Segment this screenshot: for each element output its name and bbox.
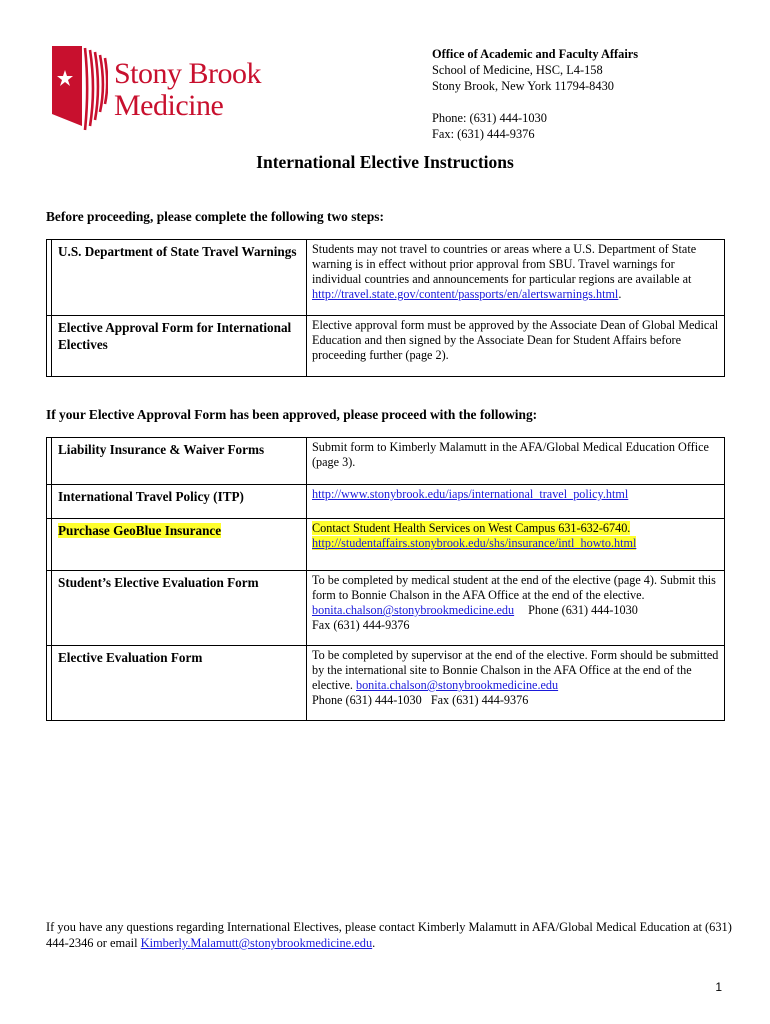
travel-warnings-link[interactable]: http://travel.state.gov/content/passports/en/alertswarnings.html — [312, 287, 619, 301]
shield-logo-icon — [52, 46, 108, 138]
row-label: Student’s Elective Evaluation Form — [52, 571, 307, 646]
logo-line-1: Stony Brook — [114, 57, 262, 90]
row-description — [307, 485, 725, 519]
row-label: Purchase GeoBlue Insurance — [52, 519, 307, 571]
logo-wordmark — [114, 58, 261, 122]
section-1-heading: Before proceeding, please complete the following two steps: — [46, 209, 384, 224]
office-address-block — [432, 46, 638, 142]
row-label: U.S. Department of State Travel Warnings — [52, 240, 307, 316]
row-description: Students may not travel to countries or areas where a U.S. Department of State warning is in effect without prior approval from SBU. Travel warnings for individual countries and announcements for particular regions are available at http://travel.state.gov/content/passports/en/alertswarnings.html. — [307, 240, 725, 316]
table-row — [47, 240, 725, 316]
section-2-heading: If your Elective Approval Form has been approved, please proceed with the following: — [46, 407, 538, 422]
office-address-line-2: Stony Brook, New York 11794-8430 — [432, 79, 614, 93]
row-label: Liability Insurance & Waiver Forms — [52, 438, 307, 485]
kimberly-email-link[interactable]: Kimberly.Malamutt@stonybrookmedicine.edu — [140, 936, 373, 950]
row-description: Elective approval form must be approved by the Associate Dean of Global Medical Education and then signed by the Associate Dean for Student Affairs before proceeding further (page 2). — [307, 316, 725, 377]
geoblue-insurance-link[interactable]: http://studentaffairs.stonybrook.edu/shs/insurance/intl_howto.html — [312, 536, 637, 550]
table-row — [47, 519, 725, 571]
followup-table — [46, 437, 725, 721]
row-label: Elective Approval Form for International Electives — [52, 316, 307, 377]
bonita-email-link[interactable]: bonita.chalson@stonybrookmedicine.edu — [312, 603, 515, 617]
row-description: Submit form to Kimberly Malamutt in the AFA/Global Medical Education Office (page 3). — [307, 438, 725, 485]
stony-brook-medicine-logo — [52, 46, 282, 138]
logo-line-2: Medicine — [114, 89, 224, 122]
footer-contact-note: If you have any questions regarding International Electives, please contact Kimberly Malamutt in AFA/Global Medical Education at (631) 444-2346 or email Kimberly.Malamutt@stonybrookmedicine.edu. — [46, 920, 732, 950]
table-row — [47, 438, 725, 485]
travel-policy-link[interactable]: http://www.stonybrook.edu/iaps/international_travel_policy.html — [312, 487, 629, 501]
row-label: Elective Evaluation Form — [52, 646, 307, 721]
bonita-email-link[interactable]: bonita.chalson@stonybrookmedicine.edu — [355, 678, 559, 692]
row-description: Contact Student Health Services on West Campus 631-632-6740. http://studentaffairs.stonybrook.edu/shs/insurance/intl_howto.html — [307, 519, 725, 571]
office-name: Office of Academic and Faculty Affairs — [432, 47, 639, 61]
page-number: 1 — [715, 980, 722, 994]
table-row — [47, 571, 725, 646]
office-fax: Fax: (631) 444-9376 — [432, 127, 535, 141]
page-title: International Elective Instructions — [256, 152, 514, 172]
row-label: International Travel Policy (ITP) — [52, 485, 307, 519]
table-row — [47, 646, 725, 721]
table-row — [47, 316, 725, 377]
table-row — [47, 485, 725, 519]
row-description: To be completed by medical student at the end of the elective (page 4). Submit this form to Bonnie Chalson in the AFA Office at the end of the elective. bonita.chalson@stonybrookmedicine.edu Phone (631) 444-1030 Fax (631) 444-9376 — [307, 571, 725, 646]
steps-table — [46, 239, 725, 377]
office-phone: Phone: (631) 444-1030 — [432, 111, 547, 125]
row-description: To be completed by supervisor at the end of the elective. Form should be submitted by the international site to Bonnie Chalson in the AFA Office at the end of the elective. bonita.chalson@stonybrookmedicine.edu Phone (631) 444-1030 Fax (631) 444-9376 — [307, 646, 725, 721]
office-address-line-1: School of Medicine, HSC, L4-158 — [432, 63, 603, 77]
